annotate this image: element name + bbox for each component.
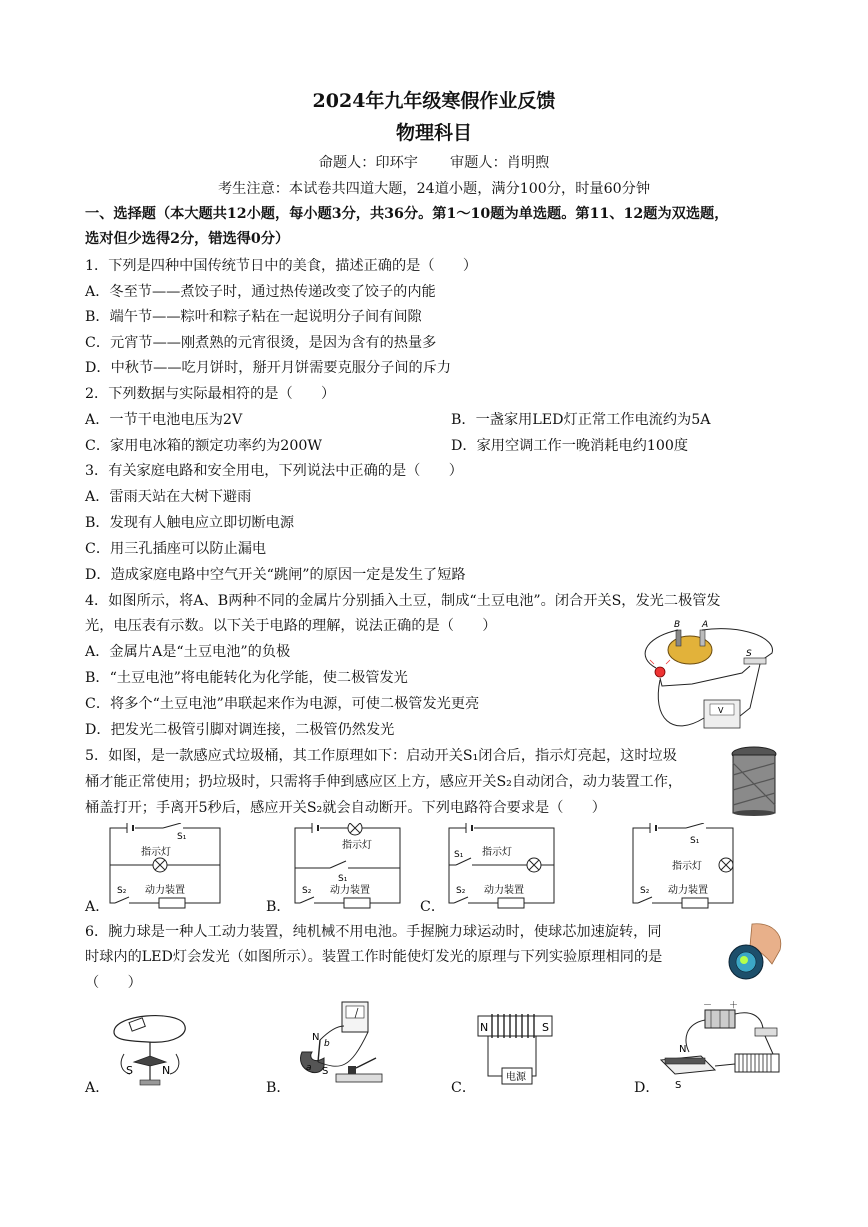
motor-icon <box>682 898 708 908</box>
q2-option-b: B．一盏家用LED灯正常工作电流约为5A <box>451 412 711 428</box>
label-s2: S₂ <box>302 886 312 896</box>
q1-option-a: A．冬至节——煮饺子时，通过热传递改变了饺子的内能 <box>85 284 436 300</box>
q5-stem-line3: 桶盖打开；手离开5秒后，感应开关S₂就会自动断开。下列电路符合要求是（ ） <box>85 800 606 816</box>
wire-loop <box>114 1016 185 1043</box>
wire <box>702 629 772 660</box>
q2-option-a: A．一节干电池电压为2V <box>85 412 243 428</box>
label-s1: S₁ <box>338 874 348 884</box>
magnet-icon <box>665 1058 705 1064</box>
label-motor: 动力装置 <box>668 885 708 896</box>
trash-can-base <box>733 810 775 816</box>
switch-board <box>336 1074 382 1082</box>
q6-option-c: C． <box>451 1080 477 1096</box>
potato-battery-figure <box>632 618 782 748</box>
q4-stem-line1: 4．如图所示，将A、B两种不同的金属片分别插入土豆，制成“土豆电池”。闭合开关S，发光二极管发 <box>85 593 721 609</box>
label-n: N <box>679 1044 687 1055</box>
label-a: a <box>306 1063 312 1073</box>
label-lamp: 指示灯 <box>482 847 512 858</box>
setter-label: 命题人：印环宇 <box>318 155 418 171</box>
q2-option-c: C．家用电冰箱的额定功率约为200W <box>85 438 322 454</box>
label-s: S <box>322 1066 329 1077</box>
q6-stem-line2: 时球内的LED灯会发光（如图所示）。装置工作时能使灯发光的原理与下列实验原理相同的是 <box>85 949 663 965</box>
trash-can-figure <box>728 745 780 817</box>
q5-circuit-a <box>105 823 230 913</box>
motor-icon <box>498 898 524 908</box>
q5-option-a: A． <box>85 899 110 915</box>
wrist-ball-figure <box>722 920 786 984</box>
led-glow <box>666 660 670 664</box>
section-heading-line1: 一、选择题（本大题共12小题，每小题3分，共36分。第1～10题为单选题。第11、12题为双选题， <box>85 206 729 222</box>
label-s2: S₂ <box>640 886 650 896</box>
q3-option-a: A．雷雨天站在大树下避雨 <box>85 489 252 505</box>
label-meter: V <box>718 706 724 715</box>
label-switch: S <box>746 649 752 659</box>
motor-icon <box>159 898 185 908</box>
label-s1: S₁ <box>690 836 700 846</box>
label-motor: 动力装置 <box>145 885 185 896</box>
lamp-icon <box>348 823 362 835</box>
q4-option-c: C．将多个“土豆电池”串联起来作为电源，可使二极管发光更亮 <box>85 696 480 712</box>
q4-stem-line2: 光，电压表有示数。以下关于电路的理解，说法正确的是（ ） <box>85 618 497 634</box>
q4-option-b: B．“土豆电池”将电能转化为化学能，使二极管发光 <box>85 670 408 686</box>
label-a: A <box>702 620 709 630</box>
q5-stem-line2: 桶才能正常使用；扔垃圾时，只需将手伸到感应区上方，感应开关S₂自动闭合，动力装置工作， <box>85 774 683 790</box>
label-n: N <box>312 1032 320 1043</box>
q3-stem: 3．有关家庭电路和安全用电，下列说法中正确的是（ ） <box>85 463 463 479</box>
q3-option-b: B．发现有人触电应立即切断电源 <box>85 515 295 531</box>
q6-figure-c <box>472 1010 562 1092</box>
label-b: B <box>674 620 681 630</box>
switch-icon <box>348 1066 356 1074</box>
stand-base <box>140 1080 160 1085</box>
rotation-arrow <box>170 1054 179 1074</box>
label-s1: S₁ <box>177 832 187 842</box>
q4-option-d: D．把发光二极管引脚对调连接，二极管仍然发光 <box>85 722 395 738</box>
section-heading-line2: 选对但少选得2分，错选得0分） <box>85 231 290 247</box>
q6-figure-b <box>290 1000 390 1092</box>
q4-option-a: A．金属片A是“土豆电池”的负极 <box>85 644 291 660</box>
galvanometer-dial <box>346 1006 364 1018</box>
q5-option-c: C． <box>420 899 446 915</box>
motor-icon <box>344 898 370 908</box>
switch-gap <box>686 825 706 833</box>
led-glow <box>650 660 654 664</box>
q6-option-a: A． <box>85 1080 110 1096</box>
potato-illustration <box>668 636 712 664</box>
q6-figure-d <box>655 1000 785 1092</box>
wire <box>658 680 704 726</box>
conductor-rod <box>318 1040 320 1062</box>
exam-title: 2024年九年级寒假作业反馈 <box>312 90 556 112</box>
metal-sheet-a <box>700 630 705 646</box>
metal-sheet-b <box>676 630 681 646</box>
reviewer-label: 审题人：肖明煦 <box>450 155 550 171</box>
label-power-source: 电源 <box>506 1072 526 1083</box>
horseshoe-magnet-icon <box>300 1052 324 1073</box>
label-s: S <box>126 1064 133 1077</box>
exam-notice: 考生注意：本试卷共四道大题，24道小题，满分100分，时量60分钟 <box>217 181 651 197</box>
q6-stem-line3: （ ） <box>85 975 142 991</box>
wire <box>660 666 750 686</box>
q5-circuit-b <box>290 823 410 913</box>
q1-option-d: D．中秋节——吃月饼时，掰开月饼需要克服分子间的斥力 <box>85 360 452 376</box>
q5-option-b: B． <box>266 899 291 915</box>
q2-option-d: D．家用空调工作一晚消耗电约100度 <box>451 438 689 454</box>
label-s2: S₂ <box>117 886 127 896</box>
q6-option-b: B． <box>266 1080 291 1096</box>
switch-icon <box>755 1028 777 1036</box>
exam-subject: 物理科目 <box>395 122 472 144</box>
q6-option-d: D． <box>634 1080 660 1096</box>
label-s2: S₂ <box>456 886 466 896</box>
label-s1: S₁ <box>454 850 464 860</box>
q2-stem: 2．下列数据与实际最相符的是（ ） <box>85 386 336 402</box>
q1-option-b: B．端午节——粽叶和粽子粘在一起说明分子间有间隙 <box>85 309 422 325</box>
label-n: N <box>162 1064 171 1077</box>
label-lamp: 指示灯 <box>141 847 171 858</box>
label-s: S <box>675 1080 682 1091</box>
label-plus: ＋ <box>729 1001 739 1011</box>
label-motor: 动力装置 <box>330 885 370 896</box>
switch-icon <box>129 1018 145 1031</box>
q5-circuit-d <box>628 823 740 913</box>
q6-stem-line1: 6．腕力球是一种人工动力装置，纯机械不用电池。手握腕力球运动时，使球芯加速旋转，同 <box>85 924 662 940</box>
q3-option-c: C．用三孔插座可以防止漏电 <box>85 541 267 557</box>
q5-circuit-c <box>444 823 564 913</box>
label-lamp: 指示灯 <box>342 840 372 851</box>
label-n: N <box>480 1021 489 1034</box>
q1-option-c: C．元宵节——刚煮熟的元宵很烫，是因为含有的热量多 <box>85 335 437 351</box>
label-s: S <box>542 1021 549 1034</box>
led-icon <box>655 667 665 677</box>
label-b: b <box>324 1039 330 1049</box>
q1-stem: 1．下列是四种中国传统节日中的美食，描述正确的是（ ） <box>85 258 478 274</box>
iron-core <box>478 1016 552 1036</box>
label-lamp: 指示灯 <box>672 861 702 872</box>
q3-option-d: D．造成家庭电路中空气开关“跳闸”的原因一定是发生了短路 <box>85 567 466 583</box>
label-motor: 动力装置 <box>484 885 524 896</box>
led-glow-icon <box>740 956 748 964</box>
rheostat-icon <box>735 1054 779 1072</box>
label-minus: － <box>703 1001 713 1011</box>
q5-stem-line1: 5．如图，是一款感应式垃圾桶，其工作原理如下：启动开关S₁闭合后，指示灯亮起，这时垃圾 <box>85 748 677 764</box>
q6-figure-a <box>104 1010 194 1092</box>
setters-line <box>0 153 868 173</box>
switch-lever <box>356 1058 376 1068</box>
